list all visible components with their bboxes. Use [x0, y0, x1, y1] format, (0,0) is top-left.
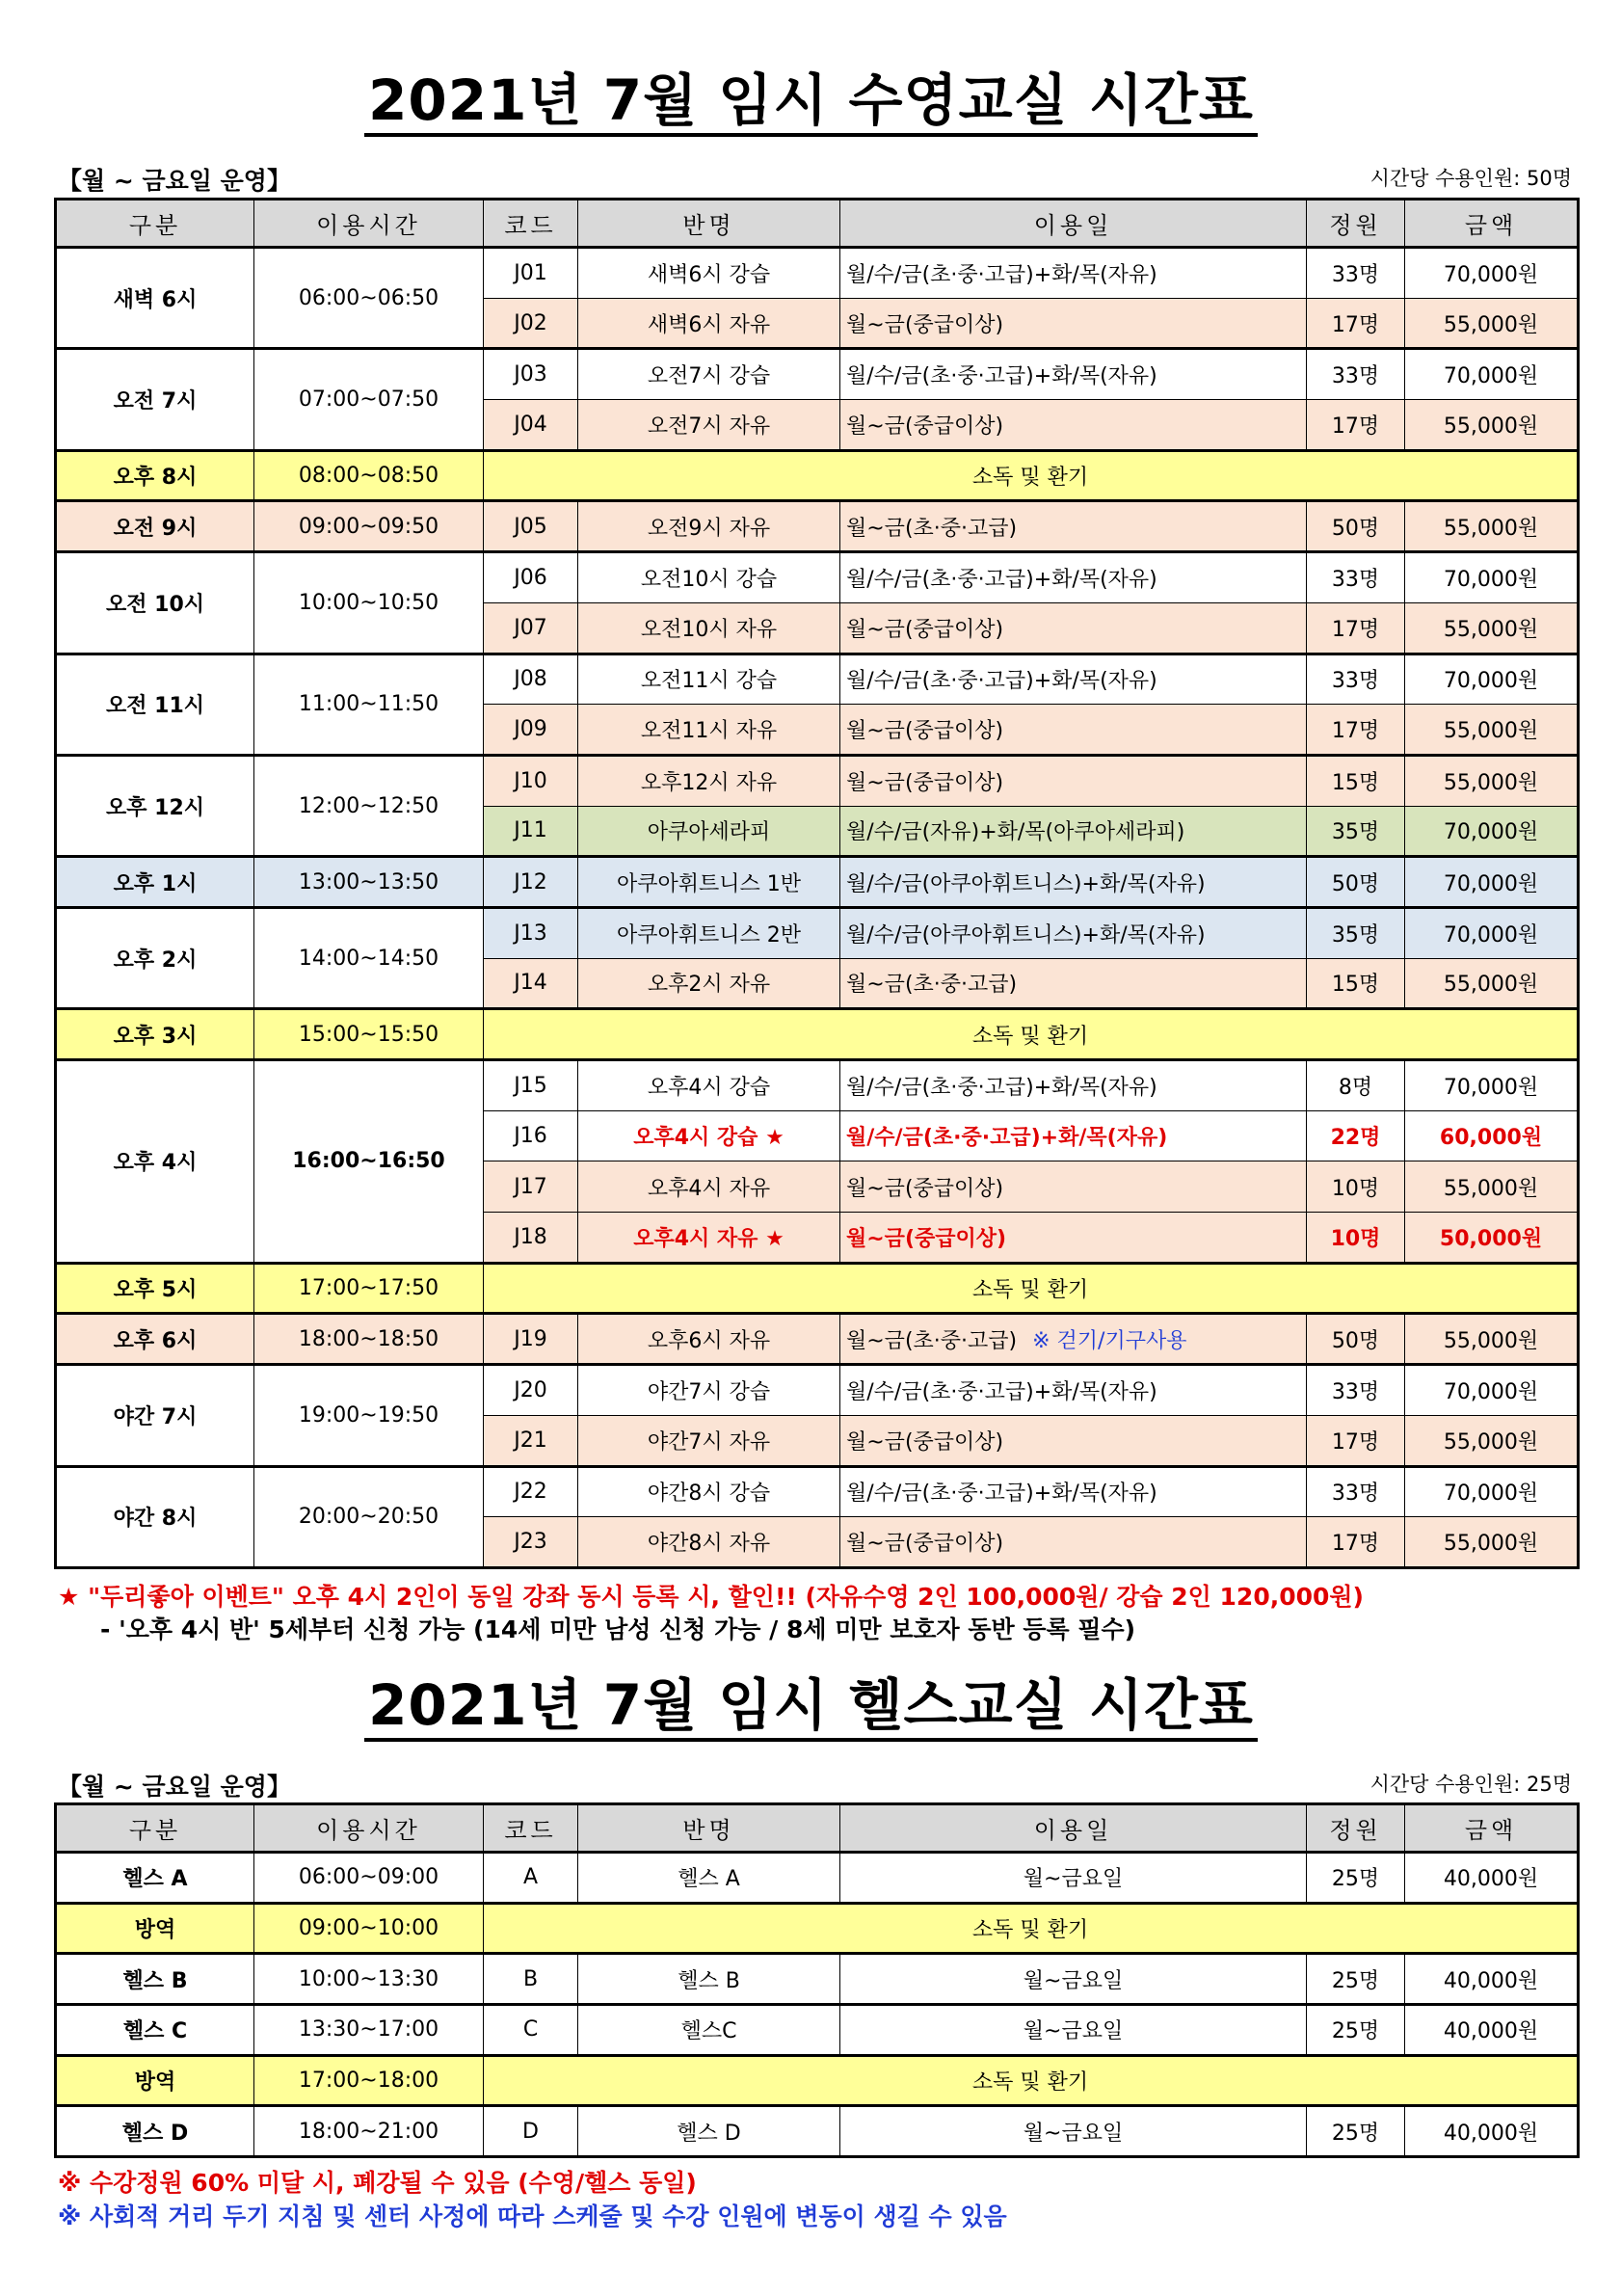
- swim-schedule-table: [54, 198, 1580, 1569]
- class-capacity: 33명: [1307, 1466, 1405, 1517]
- class-days: [840, 248, 1307, 299]
- class-name: 새벽6시 자유: [578, 298, 840, 349]
- class-capacity: 22명: [1307, 1110, 1405, 1161]
- health-schedule-table: [54, 1802, 1580, 2158]
- table-row: [56, 1314, 1579, 1365]
- class-name: 오후4시 강습: [578, 1060, 840, 1111]
- disinfect-label: 소독 및 환기: [484, 1263, 1579, 1314]
- class-code: J17: [484, 1161, 578, 1213]
- class-capacity: 33명: [1307, 552, 1405, 603]
- header-category: 구분: [56, 1804, 254, 1853]
- slot-time: 07:00~07:50: [254, 349, 484, 450]
- class-price: 40,000원: [1405, 1853, 1579, 1904]
- slot-time: 13:30~17:00: [254, 2005, 484, 2056]
- class-code: J09: [484, 705, 578, 756]
- class-days-text: 월~금(중급이상): [846, 1176, 1004, 1201]
- class-days-text: 월/수/금(초·중·고급)+화/목(자유): [846, 1379, 1157, 1404]
- header-price: 금액: [1405, 1804, 1579, 1853]
- class-capacity: 15명: [1307, 958, 1405, 1009]
- class-days: [840, 755, 1307, 806]
- slot-name: 헬스 C: [56, 2005, 254, 2056]
- slot-time: 10:00~13:30: [254, 1954, 484, 2005]
- table-row: [56, 1365, 1579, 1416]
- disinfect-label: 소독 및 환기: [484, 1903, 1579, 1954]
- class-code: D: [484, 2106, 578, 2157]
- disinfect-row: [56, 1263, 1579, 1314]
- class-capacity: 25명: [1307, 2005, 1405, 2056]
- class-price: 40,000원: [1405, 2106, 1579, 2157]
- health-operation-days: 【월 ~ 금요일 운영】: [58, 1773, 291, 1801]
- header-days: 이용일: [840, 1804, 1307, 1853]
- header-class: 반명: [578, 200, 840, 248]
- health-closure-note: ※ 수강정원 60% 미달 시, 폐강될 수 있음 (수영/헬스 동일): [58, 2169, 697, 2197]
- class-price: 50,000원: [1405, 1213, 1579, 1264]
- disinfect-row: [56, 1009, 1579, 1060]
- table-row: [56, 1060, 1579, 1111]
- class-price: 55,000원: [1405, 705, 1579, 756]
- slot-name: 오전 10시: [56, 552, 254, 654]
- class-price: 55,000원: [1405, 1517, 1579, 1568]
- class-days: [840, 1365, 1307, 1416]
- class-days-text: 월~금(중급이상): [846, 617, 1004, 642]
- slot-time: 09:00~09:50: [254, 501, 484, 552]
- class-days-text: 월/수/금(아쿠아휘트니스)+화/목(자유): [846, 871, 1206, 896]
- slot-time: 06:00~09:00: [254, 1853, 484, 1904]
- header-category: 구분: [56, 200, 254, 248]
- class-name: 아쿠아휘트니스 2반: [578, 907, 840, 958]
- class-capacity: 50명: [1307, 857, 1405, 908]
- slot-name: 오후 6시: [56, 1314, 254, 1365]
- disinfect-label: 소독 및 환기: [484, 1009, 1579, 1060]
- class-capacity: 17명: [1307, 400, 1405, 451]
- class-price: 70,000원: [1405, 552, 1579, 603]
- slot-name: 헬스 D: [56, 2106, 254, 2157]
- class-capacity: 25명: [1307, 1954, 1405, 2005]
- class-code: J01: [484, 248, 578, 299]
- table-row: [56, 857, 1579, 908]
- class-price: 70,000원: [1405, 806, 1579, 857]
- slot-name: 오전 9시: [56, 501, 254, 552]
- class-days-text: 월/수/금(초·중·고급)+화/목(자유): [846, 1482, 1157, 1507]
- health-header-row: [56, 1804, 1579, 1853]
- class-capacity: 50명: [1307, 501, 1405, 552]
- slot-time: 08:00~08:50: [254, 450, 484, 501]
- class-capacity: 15명: [1307, 755, 1405, 806]
- class-days-text: 월~금(중급이상): [846, 719, 1004, 744]
- header-days: 이용일: [840, 200, 1307, 248]
- class-price: 55,000원: [1405, 755, 1579, 806]
- class-days-text: 월/수/금(초·중·고급)+화/목(자유): [846, 262, 1157, 287]
- class-code: J10: [484, 755, 578, 806]
- class-days-text: 월/수/금(아쿠아휘트니스)+화/목(자유): [846, 922, 1206, 948]
- class-name: 오후2시 자유: [578, 958, 840, 1009]
- disinfect-label: 소독 및 환기: [484, 2055, 1579, 2106]
- class-name: 헬스C: [578, 2005, 840, 2056]
- class-days: [840, 857, 1307, 908]
- disinfect-row: [56, 2055, 1579, 2106]
- table-row: [56, 654, 1579, 705]
- class-days: [840, 552, 1307, 603]
- class-price: 60,000원: [1405, 1110, 1579, 1161]
- class-days-extra: ※ 걷기/기구사용: [1032, 1328, 1187, 1353]
- class-capacity: 33명: [1307, 248, 1405, 299]
- slot-time: 19:00~19:50: [254, 1365, 484, 1466]
- class-name: 아쿠아휘트니스 1반: [578, 857, 840, 908]
- class-days: [840, 1213, 1307, 1264]
- class-price: 70,000원: [1405, 1365, 1579, 1416]
- class-price: 55,000원: [1405, 298, 1579, 349]
- class-name: 오후4시 자유 ★: [578, 1213, 840, 1264]
- slot-name: 오후 12시: [56, 755, 254, 856]
- class-price: 70,000원: [1405, 857, 1579, 908]
- class-days-text: 월~금(중급이상): [846, 1226, 1007, 1251]
- class-code: J03: [484, 349, 578, 400]
- slot-name: 방역: [56, 1903, 254, 1954]
- slot-time: 13:00~13:50: [254, 857, 484, 908]
- class-capacity: 33명: [1307, 1365, 1405, 1416]
- class-capacity: 10명: [1307, 1161, 1405, 1213]
- class-capacity: 33명: [1307, 654, 1405, 705]
- class-days: [840, 1110, 1307, 1161]
- class-days: 월~금요일: [840, 2106, 1307, 2157]
- table-row: [56, 501, 1579, 552]
- header-capacity: 정원: [1307, 200, 1405, 248]
- class-code: J13: [484, 907, 578, 958]
- class-price: 55,000원: [1405, 1415, 1579, 1466]
- class-days-text: 월~금(초·중·고급): [846, 516, 1018, 541]
- class-days-text: 월~금(중급이상): [846, 414, 1004, 439]
- class-days-text: 월~금(중급이상): [846, 312, 1004, 337]
- class-days-text: 월~금(중급이상): [846, 1429, 1004, 1455]
- class-name: 오전11시 자유: [578, 705, 840, 756]
- class-price: 40,000원: [1405, 1954, 1579, 2005]
- table-row: [56, 907, 1579, 958]
- class-capacity: 10명: [1307, 1213, 1405, 1264]
- class-days-text: 월/수/금(초·중·고급)+화/목(자유): [846, 364, 1157, 389]
- class-capacity: 17명: [1307, 298, 1405, 349]
- class-code: B: [484, 1954, 578, 2005]
- slot-time: 18:00~18:50: [254, 1314, 484, 1365]
- class-code: J18: [484, 1213, 578, 1264]
- class-days: 월~금요일: [840, 1853, 1307, 1904]
- slot-name: 오후 5시: [56, 1263, 254, 1314]
- slot-time: 10:00~10:50: [254, 552, 484, 654]
- class-price: 70,000원: [1405, 1466, 1579, 1517]
- table-row: [56, 2005, 1579, 2056]
- class-code: J06: [484, 552, 578, 603]
- slot-time: 06:00~06:50: [254, 248, 484, 349]
- class-days: [840, 654, 1307, 705]
- class-capacity: 8명: [1307, 1060, 1405, 1111]
- table-row: [56, 1466, 1579, 1517]
- class-code: J14: [484, 958, 578, 1009]
- class-price: 70,000원: [1405, 349, 1579, 400]
- slot-time: 20:00~20:50: [254, 1466, 484, 1567]
- disinfect-label: 소독 및 환기: [484, 450, 1579, 501]
- class-days: [840, 1161, 1307, 1213]
- class-capacity: 35명: [1307, 907, 1405, 958]
- class-days-text: 월/수/금(초·중·고급)+화/목(자유): [846, 567, 1157, 592]
- header-price: 금액: [1405, 200, 1579, 248]
- header-time: 이용시간: [254, 1804, 484, 1853]
- header-code: 코드: [484, 1804, 578, 1853]
- swim-capacity: 시간당 수용인원: 50명: [1369, 167, 1572, 190]
- class-code: J16: [484, 1110, 578, 1161]
- class-name: 오후4시 강습 ★: [578, 1110, 840, 1161]
- header-capacity: 정원: [1307, 1804, 1405, 1853]
- class-code: A: [484, 1853, 578, 1904]
- table-row: [56, 552, 1579, 603]
- class-days: [840, 705, 1307, 756]
- class-code: J23: [484, 1517, 578, 1568]
- class-name: 오후12시 자유: [578, 755, 840, 806]
- class-price: 55,000원: [1405, 1314, 1579, 1365]
- table-row: [56, 755, 1579, 806]
- slot-name: 오후 2시: [56, 907, 254, 1008]
- slot-name: 야간 8시: [56, 1466, 254, 1567]
- class-days: [840, 602, 1307, 654]
- swim-header-row: [56, 200, 1579, 248]
- class-capacity: 35명: [1307, 806, 1405, 857]
- class-name: 오전10시 강습: [578, 552, 840, 603]
- class-name: 야간8시 자유: [578, 1517, 840, 1568]
- class-name: 헬스 B: [578, 1954, 840, 2005]
- class-capacity: 50명: [1307, 1314, 1405, 1365]
- class-price: 70,000원: [1405, 654, 1579, 705]
- slot-name: 헬스 A: [56, 1853, 254, 1904]
- slot-name: 오후 4시: [56, 1060, 254, 1264]
- class-name: 헬스 A: [578, 1853, 840, 1904]
- class-days-text: 월/수/금(초·중·고급)+화/목(자유): [846, 669, 1157, 694]
- table-row: [56, 1853, 1579, 1904]
- header-class: 반명: [578, 1804, 840, 1853]
- class-name: 야간7시 자유: [578, 1415, 840, 1466]
- health-change-note: ※ 사회적 거리 두기 지침 및 센터 사정에 따라 스케줄 및 수강 인원에 변동이 생길 수 있음: [58, 2203, 1007, 2230]
- slot-name: 새벽 6시: [56, 248, 254, 349]
- health-title: 2021년 7월 임시 헬스교실 시간표: [0, 1672, 1622, 1742]
- slot-name: 오전 11시: [56, 654, 254, 755]
- slot-name: 야간 7시: [56, 1365, 254, 1466]
- class-capacity: 25명: [1307, 2106, 1405, 2157]
- class-code: J21: [484, 1415, 578, 1466]
- class-code: J04: [484, 400, 578, 451]
- class-days-text: 월~금(중급이상): [846, 770, 1004, 795]
- class-code: J07: [484, 602, 578, 654]
- slot-name: 오후 1시: [56, 857, 254, 908]
- class-capacity: 25명: [1307, 1853, 1405, 1904]
- class-name: 야간8시 강습: [578, 1466, 840, 1517]
- class-name: 야간7시 강습: [578, 1365, 840, 1416]
- slot-time: 11:00~11:50: [254, 654, 484, 755]
- class-days: [840, 501, 1307, 552]
- class-price: 70,000원: [1405, 907, 1579, 958]
- class-days-text: 월/수/금(초·중·고급)+화/목(자유): [846, 1075, 1157, 1100]
- class-capacity: 17명: [1307, 602, 1405, 654]
- slot-name: 방역: [56, 2055, 254, 2106]
- class-days: [840, 1517, 1307, 1568]
- slot-time: 16:00~16:50: [254, 1060, 484, 1264]
- class-days: 월~금요일: [840, 2005, 1307, 2056]
- class-code: J11: [484, 806, 578, 857]
- class-code: J22: [484, 1466, 578, 1517]
- class-days: [840, 1060, 1307, 1111]
- swim-operation-days: 【월 ~ 금요일 운영】: [58, 167, 291, 195]
- class-price: 55,000원: [1405, 400, 1579, 451]
- class-price: 70,000원: [1405, 248, 1579, 299]
- disinfect-row: [56, 1903, 1579, 1954]
- class-name: 오후6시 자유: [578, 1314, 840, 1365]
- class-days: 월~금요일: [840, 1954, 1307, 2005]
- class-days: [840, 806, 1307, 857]
- slot-time: 18:00~21:00: [254, 2106, 484, 2157]
- slot-time: 09:00~10:00: [254, 1903, 484, 1954]
- table-row: [56, 1954, 1579, 2005]
- class-name: 오전9시 자유: [578, 501, 840, 552]
- class-days-text: 월~금(초·중·고급): [846, 1328, 1018, 1353]
- class-days-text: 월~금(중급이상): [846, 1532, 1004, 1557]
- class-name: 아쿠아세라피: [578, 806, 840, 857]
- class-code: C: [484, 2005, 578, 2056]
- class-days: [840, 1415, 1307, 1466]
- class-price: 55,000원: [1405, 958, 1579, 1009]
- class-code: J05: [484, 501, 578, 552]
- class-name: 오전7시 강습: [578, 349, 840, 400]
- class-days: [840, 1466, 1307, 1517]
- class-code: J15: [484, 1060, 578, 1111]
- slot-name: 오후 3시: [56, 1009, 254, 1060]
- class-days: [840, 958, 1307, 1009]
- health-capacity: 시간당 수용인원: 25명: [1369, 1773, 1572, 1796]
- class-name: 헬스 D: [578, 2106, 840, 2157]
- class-code: J02: [484, 298, 578, 349]
- class-days-text: 월/수/금(자유)+화/목(아쿠아세라피): [846, 820, 1185, 845]
- class-code: J08: [484, 654, 578, 705]
- swim-age-note: - '오후 4시 반' 5세부터 신청 가능 (14세 미만 남성 신청 가능 / 8세 미만 보호자 동반 등록 필수): [100, 1615, 1136, 1643]
- class-capacity: 17명: [1307, 705, 1405, 756]
- class-days: [840, 400, 1307, 451]
- slot-name: 헬스 B: [56, 1954, 254, 2005]
- class-price: 70,000원: [1405, 1060, 1579, 1111]
- class-capacity: 17명: [1307, 1517, 1405, 1568]
- class-capacity: 33명: [1307, 349, 1405, 400]
- slot-name: 오후 8시: [56, 450, 254, 501]
- class-days: [840, 907, 1307, 958]
- class-name: 새벽6시 강습: [578, 248, 840, 299]
- class-capacity: 17명: [1307, 1415, 1405, 1466]
- class-code: J19: [484, 1314, 578, 1365]
- class-price: 55,000원: [1405, 1161, 1579, 1213]
- class-days: [840, 1314, 1307, 1365]
- swim-event-note: ★ "두리좋아 이벤트" 오후 4시 2인이 동일 강좌 동시 등록 시, 할인!! (자유수영 2인 100,000원/ 강습 2인 120,000원): [58, 1583, 1364, 1611]
- slot-time: 14:00~14:50: [254, 907, 484, 1008]
- table-row: [56, 248, 1579, 299]
- class-code: J20: [484, 1365, 578, 1416]
- swim-title: 2021년 7월 임시 수영교실 시간표: [0, 67, 1622, 137]
- class-name: 오전11시 강습: [578, 654, 840, 705]
- slot-time: 15:00~15:50: [254, 1009, 484, 1060]
- slot-name: 오전 7시: [56, 349, 254, 450]
- header-code: 코드: [484, 200, 578, 248]
- slot-time: 12:00~12:50: [254, 755, 484, 856]
- class-name: 오전7시 자유: [578, 400, 840, 451]
- class-price: 40,000원: [1405, 2005, 1579, 2056]
- class-days-text: 월~금(초·중·고급): [846, 973, 1018, 998]
- class-name: 오전10시 자유: [578, 602, 840, 654]
- class-name: 오후4시 자유: [578, 1161, 840, 1213]
- class-days: [840, 349, 1307, 400]
- slot-time: 17:00~17:50: [254, 1263, 484, 1314]
- class-days: [840, 298, 1307, 349]
- class-price: 55,000원: [1405, 602, 1579, 654]
- header-time: 이용시간: [254, 200, 484, 248]
- class-days-text: 월/수/금(초·중·고급)+화/목(자유): [846, 1126, 1168, 1151]
- table-row: [56, 349, 1579, 400]
- class-code: J12: [484, 857, 578, 908]
- class-price: 55,000원: [1405, 501, 1579, 552]
- table-row: [56, 2106, 1579, 2157]
- slot-time: 17:00~18:00: [254, 2055, 484, 2106]
- disinfect-row: [56, 450, 1579, 501]
